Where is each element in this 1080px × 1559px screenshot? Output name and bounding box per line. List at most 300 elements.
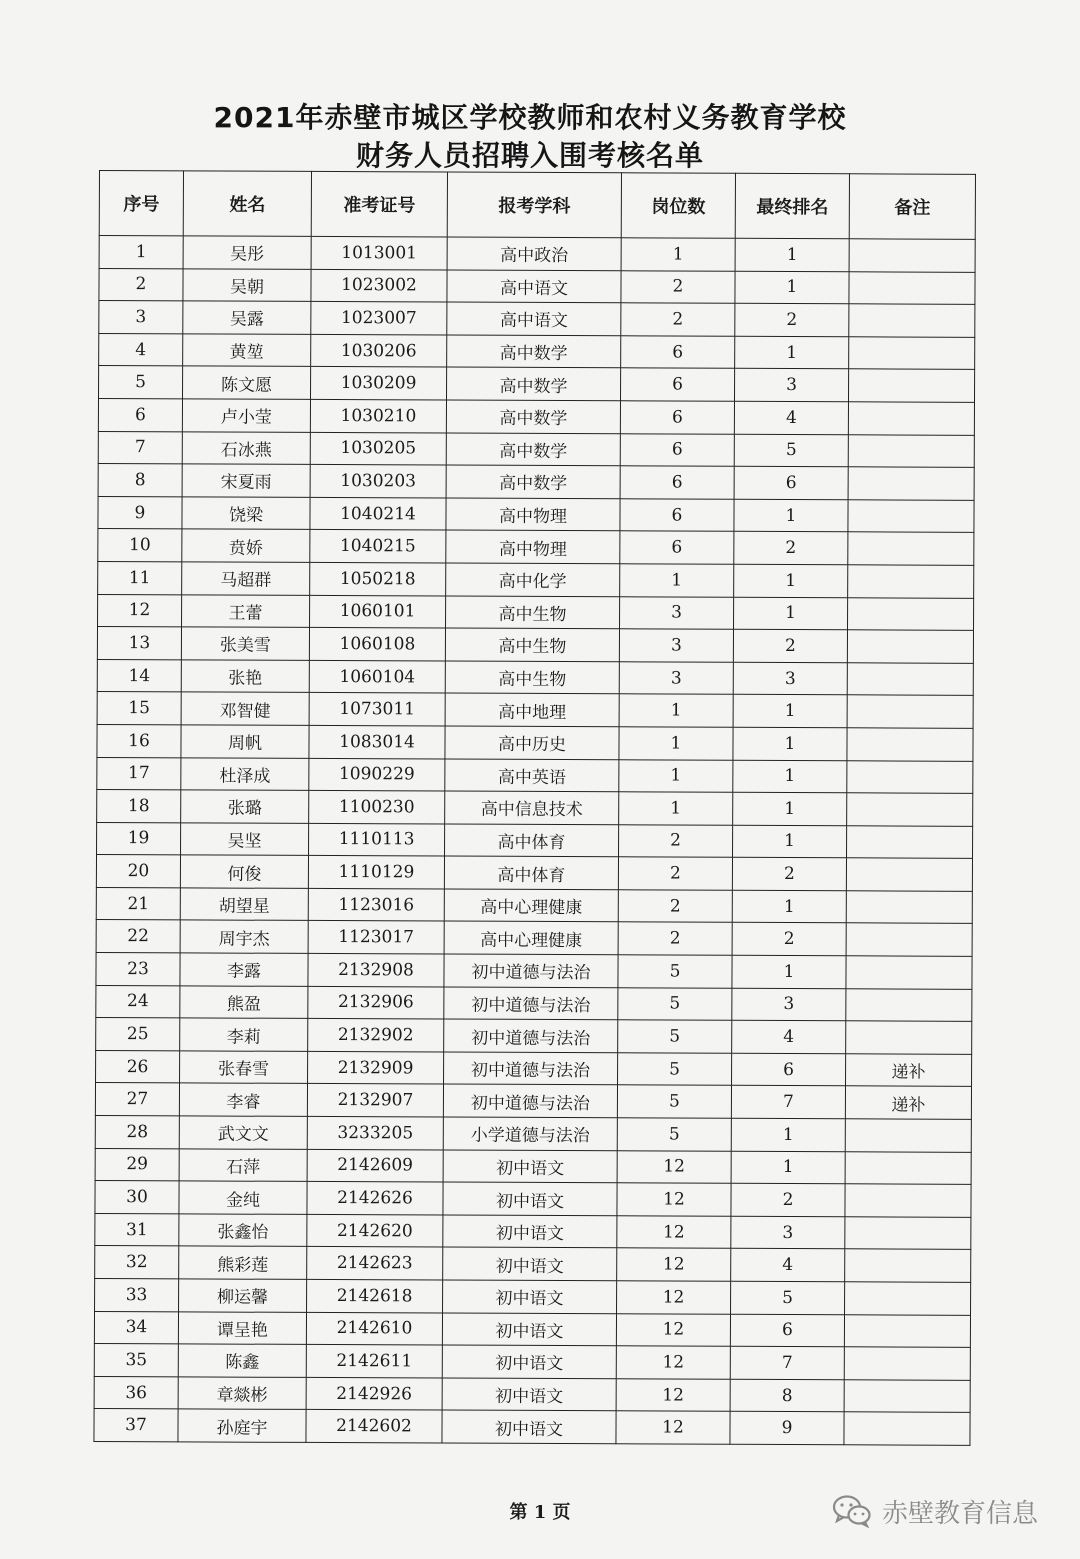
table-row	[94, 1376, 970, 1412]
cell-subject: 初中道德与法治	[444, 1019, 618, 1052]
cell-subject: 高中心理健康	[444, 889, 618, 922]
cell-exam-id: 2132908	[308, 953, 444, 986]
cell-exam-id: 1040214	[310, 497, 446, 530]
cell-subject: 初中语文	[443, 1280, 617, 1313]
cell-positions: 1	[621, 238, 735, 271]
cell-subject: 高中物理	[446, 498, 620, 531]
cell-subject: 高中数学	[447, 335, 621, 368]
cell-name: 熊盈	[180, 986, 308, 1019]
table-row	[97, 790, 973, 826]
table-row	[96, 1018, 972, 1054]
table-row	[99, 301, 975, 337]
cell-remarks	[845, 1249, 971, 1282]
cell-exam-id: 2132902	[308, 1019, 444, 1052]
cell-remarks	[847, 760, 973, 793]
cell-positions: 6	[620, 401, 734, 434]
cell-name: 熊彩莲	[179, 1246, 307, 1279]
cell-positions: 3	[619, 661, 733, 694]
cell-name: 周宇杰	[180, 920, 308, 953]
cell-name: 张璐	[181, 790, 309, 823]
table-row	[99, 268, 975, 304]
cell-exam-id: 2132909	[308, 1051, 444, 1084]
cell-index: 20	[96, 855, 180, 888]
cell-final-rank: 3	[732, 988, 846, 1021]
cell-subject: 初中语文	[442, 1378, 616, 1411]
cell-positions: 1	[620, 564, 734, 597]
cell-index: 18	[97, 790, 181, 823]
cell-name: 贲娇	[182, 529, 310, 562]
wechat-icon	[832, 1494, 872, 1528]
cell-index: 28	[95, 1116, 179, 1149]
cell-index: 27	[95, 1083, 179, 1116]
cell-exam-id: 1030205	[310, 432, 446, 465]
cell-positions: 2	[621, 303, 735, 336]
cell-remarks: 递补	[845, 1086, 971, 1119]
cell-subject: 高中体育	[445, 824, 619, 857]
table-row	[95, 1278, 971, 1314]
cell-remarks	[846, 1021, 972, 1054]
cell-remarks	[848, 500, 974, 533]
cell-positions: 6	[621, 336, 735, 369]
cell-name: 李露	[180, 953, 308, 986]
cell-positions: 6	[620, 466, 734, 499]
cell-subject: 初中道德与法治	[443, 1084, 617, 1117]
cell-remarks	[848, 467, 974, 500]
cell-index: 17	[97, 757, 181, 790]
cell-final-rank: 1	[733, 825, 847, 858]
cell-positions: 5	[618, 955, 732, 988]
table-row	[96, 985, 972, 1021]
candidate-table	[93, 170, 976, 1446]
table-row	[98, 594, 974, 630]
cell-positions: 5	[618, 987, 732, 1020]
cell-positions: 6	[620, 368, 734, 401]
cell-remarks	[848, 597, 974, 630]
cell-name: 陈文愿	[183, 366, 311, 399]
table-row	[94, 1344, 970, 1380]
cell-exam-id: 1060108	[309, 628, 445, 661]
table-row	[95, 1213, 971, 1249]
cell-remarks	[847, 630, 973, 663]
cell-name: 张鑫怡	[179, 1214, 307, 1247]
cell-index: 5	[99, 366, 183, 399]
cell-positions: 12	[616, 1411, 730, 1444]
cell-final-rank: 9	[730, 1412, 844, 1445]
cell-exam-id: 1123017	[308, 921, 444, 954]
cell-remarks	[849, 337, 975, 370]
cell-subject: 初中语文	[443, 1150, 617, 1183]
cell-remarks	[847, 825, 973, 858]
cell-name: 宋夏雨	[182, 464, 310, 497]
cell-subject: 初中语文	[442, 1345, 616, 1378]
cell-index: 13	[97, 627, 181, 660]
table-row	[98, 561, 974, 597]
cell-exam-id: 2142609	[307, 1149, 443, 1182]
cell-positions: 6	[620, 531, 734, 564]
cell-subject: 高中体育	[444, 856, 618, 889]
table-row	[94, 1409, 970, 1445]
cell-index: 37	[94, 1409, 178, 1442]
cell-final-rank: 1	[733, 792, 847, 825]
cell-name: 胡望星	[180, 888, 308, 921]
cell-exam-id: 1110113	[309, 823, 445, 856]
cell-name: 石冰燕	[182, 431, 310, 464]
table-row	[96, 855, 972, 891]
cell-index: 29	[95, 1148, 179, 1181]
cell-subject: 初中语文	[442, 1313, 616, 1346]
cell-index: 23	[96, 953, 180, 986]
cell-index: 14	[97, 659, 181, 692]
cell-remarks	[845, 1184, 971, 1217]
cell-subject: 高中英语	[445, 759, 619, 792]
table-row	[95, 1116, 971, 1152]
cell-positions: 12	[617, 1216, 731, 1249]
cell-remarks	[844, 1347, 970, 1380]
cell-exam-id: 3233205	[307, 1116, 443, 1149]
cell-exam-id: 2142611	[306, 1345, 442, 1378]
cell-final-rank: 6	[732, 1053, 846, 1086]
cell-exam-id: 2142610	[306, 1312, 442, 1345]
cell-subject: 初中道德与法治	[444, 987, 618, 1020]
cell-positions: 3	[619, 629, 733, 662]
cell-name: 张春雪	[180, 1051, 308, 1084]
cell-subject: 高中信息技术	[445, 791, 619, 824]
cell-index: 3	[99, 301, 183, 334]
wechat-watermark	[832, 1489, 1038, 1533]
cell-final-rank: 3	[731, 1216, 845, 1249]
cell-subject: 高中地理	[445, 693, 619, 726]
cell-positions: 1	[619, 759, 733, 792]
cell-subject: 高中数学	[446, 465, 620, 498]
table-row	[96, 1050, 972, 1086]
cell-index: 21	[96, 887, 180, 920]
cell-exam-id: 1013001	[311, 236, 447, 269]
cell-name: 卢小莹	[182, 399, 310, 432]
cell-positions: 12	[616, 1313, 730, 1346]
cell-final-rank: 1	[732, 890, 846, 923]
cell-name: 王蕾	[182, 594, 310, 627]
table-row	[97, 627, 973, 663]
cell-remarks	[848, 565, 974, 598]
table-row	[95, 1083, 971, 1119]
cell-index: 26	[96, 1050, 180, 1083]
cell-remarks	[848, 434, 974, 467]
cell-final-rank: 1	[735, 336, 849, 369]
document-title: 2021年赤壁市城区学校教师和农村义务教育学校	[213, 101, 847, 134]
cell-name: 张美雪	[181, 627, 309, 660]
cell-remarks	[844, 1380, 970, 1413]
cell-exam-id: 2142602	[306, 1410, 442, 1443]
table-row	[97, 757, 973, 793]
cell-name: 谭呈艳	[178, 1311, 306, 1344]
cell-subject: 高中数学	[446, 433, 620, 466]
cell-name: 吴露	[183, 301, 311, 334]
cell-exam-id: 1030206	[311, 334, 447, 367]
cell-index: 35	[94, 1344, 178, 1377]
cell-subject: 初中语文	[442, 1410, 616, 1443]
cell-positions: 3	[620, 596, 734, 629]
cell-positions: 5	[617, 1085, 731, 1118]
cell-final-rank: 2	[731, 1183, 845, 1216]
table-body	[94, 236, 975, 1446]
cell-name: 陈鑫	[178, 1344, 306, 1377]
cell-exam-id: 1023007	[311, 302, 447, 335]
cell-index: 15	[97, 692, 181, 725]
cell-name: 武文文	[179, 1116, 307, 1149]
cell-exam-id: 1023002	[311, 269, 447, 302]
cell-index: 24	[96, 985, 180, 1018]
document-subtitle: 财务人员招聘入围考核名单	[355, 139, 704, 172]
cell-remarks	[846, 923, 972, 956]
cell-exam-id: 1110129	[308, 856, 444, 889]
cell-exam-id: 1073011	[309, 693, 445, 726]
cell-name: 周帆	[181, 725, 309, 758]
cell-subject: 高中语文	[447, 302, 621, 335]
header-index: 序号	[99, 171, 183, 236]
cell-remarks	[845, 1217, 971, 1250]
cell-positions: 1	[619, 792, 733, 825]
table-row	[98, 529, 974, 565]
table-row	[96, 953, 972, 989]
cell-exam-id: 2142618	[307, 1279, 443, 1312]
cell-exam-id: 2132907	[307, 1084, 443, 1117]
cell-positions: 6	[620, 433, 734, 466]
cell-remarks: 递补	[846, 1054, 972, 1087]
cell-final-rank: 1	[733, 760, 847, 793]
cell-final-rank: 1	[731, 1151, 845, 1184]
table-row	[97, 692, 973, 728]
cell-name: 金纯	[179, 1181, 307, 1214]
cell-subject: 高中生物	[446, 596, 620, 629]
cell-exam-id: 2142623	[307, 1247, 443, 1280]
table-row	[98, 496, 974, 532]
cell-index: 32	[95, 1246, 179, 1279]
cell-name: 章燚彬	[178, 1377, 306, 1410]
page-number: 第 1 页	[509, 1502, 571, 1523]
cell-final-rank: 6	[730, 1314, 844, 1347]
cell-final-rank: 2	[734, 532, 848, 565]
cell-index: 11	[98, 561, 182, 594]
cell-remarks	[847, 695, 973, 728]
cell-remarks	[848, 402, 974, 435]
cell-index: 1	[99, 236, 183, 269]
cell-subject: 小学道德与法治	[443, 1117, 617, 1150]
cell-final-rank: 3	[734, 369, 848, 402]
cell-positions: 2	[618, 890, 732, 923]
cell-exam-id: 1090229	[309, 758, 445, 791]
cell-index: 9	[98, 496, 182, 529]
cell-exam-id: 1060101	[310, 595, 446, 628]
cell-final-rank: 2	[733, 629, 847, 662]
cell-index: 4	[99, 333, 183, 366]
cell-name: 张艳	[181, 660, 309, 693]
cell-exam-id: 1060104	[309, 660, 445, 693]
table-row	[96, 920, 972, 956]
cell-positions: 12	[617, 1248, 731, 1281]
cell-final-rank: 3	[733, 662, 847, 695]
cell-index: 33	[95, 1278, 179, 1311]
cell-final-rank: 5	[734, 434, 848, 467]
cell-remarks	[844, 1314, 970, 1347]
cell-subject: 高中化学	[446, 563, 620, 596]
cell-name: 石萍	[179, 1148, 307, 1181]
cell-exam-id: 1030203	[310, 465, 446, 498]
cell-positions: 2	[619, 824, 733, 857]
cell-name: 杜泽成	[181, 757, 309, 790]
cell-final-rank: 1	[733, 695, 847, 728]
cell-subject: 高中历史	[445, 726, 619, 759]
cell-final-rank: 1	[733, 727, 847, 760]
cell-final-rank: 2	[732, 858, 846, 891]
cell-remarks	[846, 956, 972, 989]
cell-subject: 初中道德与法治	[444, 1052, 618, 1085]
cell-positions: 12	[617, 1150, 731, 1183]
cell-positions: 6	[620, 499, 734, 532]
table-row	[97, 659, 973, 695]
cell-subject: 高中心理健康	[444, 921, 618, 954]
cell-name: 何俊	[180, 855, 308, 888]
cell-exam-id: 1050218	[310, 562, 446, 595]
header-name: 姓名	[183, 171, 311, 237]
table-row	[96, 887, 972, 923]
cell-exam-id: 1030209	[311, 367, 447, 400]
header-subject: 报考学科	[447, 172, 621, 238]
cell-final-rank: 4	[732, 1021, 846, 1054]
cell-name: 饶梁	[182, 497, 310, 530]
cell-positions: 2	[621, 270, 735, 303]
cell-positions: 1	[619, 694, 733, 727]
cell-final-rank: 2	[735, 303, 849, 336]
cell-name: 黄堃	[183, 334, 311, 367]
cell-final-rank: 7	[730, 1346, 844, 1379]
cell-final-rank: 1	[734, 597, 848, 630]
header-final-rank: 最终排名	[735, 173, 849, 238]
cell-index: 16	[97, 724, 181, 757]
cell-remarks	[845, 1282, 971, 1315]
cell-remarks	[847, 662, 973, 695]
cell-exam-id: 1100230	[309, 791, 445, 824]
cell-remarks	[848, 369, 974, 402]
cell-final-rank: 1	[734, 564, 848, 597]
table-row	[99, 366, 975, 402]
table-row	[99, 333, 975, 369]
table-row	[98, 464, 974, 500]
table-row	[97, 822, 973, 858]
cell-remarks	[848, 532, 974, 565]
cell-name: 李莉	[180, 1018, 308, 1051]
cell-remarks	[845, 1119, 971, 1152]
cell-subject: 初中语文	[443, 1182, 617, 1215]
cell-index: 30	[95, 1181, 179, 1214]
cell-index: 36	[94, 1376, 178, 1409]
table-row	[99, 236, 975, 272]
cell-remarks	[846, 988, 972, 1021]
cell-index: 12	[98, 594, 182, 627]
cell-subject: 初中语文	[443, 1215, 617, 1248]
cell-subject: 初中语文	[443, 1247, 617, 1280]
cell-remarks	[845, 1151, 971, 1184]
cell-remarks	[846, 858, 972, 891]
cell-name: 邓智健	[181, 692, 309, 725]
cell-index: 8	[98, 464, 182, 497]
table-row	[98, 431, 974, 467]
cell-final-rank: 8	[730, 1379, 844, 1412]
cell-index: 6	[98, 398, 182, 431]
cell-positions: 12	[616, 1346, 730, 1379]
cell-index: 10	[98, 529, 182, 562]
cell-remarks	[847, 793, 973, 826]
cell-subject: 高中数学	[446, 367, 620, 400]
cell-exam-id: 1040215	[310, 530, 446, 563]
cell-index: 22	[96, 920, 180, 953]
cell-final-rank: 1	[731, 1118, 845, 1151]
cell-positions: 12	[616, 1379, 730, 1412]
cell-positions: 5	[618, 1053, 732, 1086]
cell-remarks	[847, 728, 973, 761]
cell-positions: 12	[617, 1183, 731, 1216]
cell-index: 25	[96, 1018, 180, 1051]
cell-final-rank: 1	[734, 499, 848, 532]
table-header-row	[99, 171, 975, 240]
cell-name: 吴坚	[181, 823, 309, 856]
cell-remarks	[844, 1412, 970, 1445]
cell-subject: 高中政治	[447, 237, 621, 270]
cell-subject: 初中道德与法治	[444, 954, 618, 987]
cell-final-rank: 6	[734, 466, 848, 499]
cell-index: 31	[95, 1213, 179, 1246]
table-row	[97, 724, 973, 760]
cell-exam-id: 1123016	[308, 888, 444, 921]
cell-name: 马超群	[182, 562, 310, 595]
cell-final-rank: 1	[735, 238, 849, 271]
cell-name: 柳运馨	[179, 1279, 307, 1312]
cell-positions: 5	[618, 1020, 732, 1053]
cell-name: 吴朝	[183, 268, 311, 301]
cell-name: 孙庭宇	[178, 1409, 306, 1442]
cell-positions: 2	[618, 857, 732, 890]
cell-index: 34	[94, 1311, 178, 1344]
cell-positions: 1	[619, 727, 733, 760]
cell-final-rank: 1	[735, 271, 849, 304]
cell-exam-id: 2142626	[307, 1182, 443, 1215]
cell-subject: 高中生物	[445, 628, 619, 661]
cell-final-rank: 2	[732, 923, 846, 956]
cell-positions: 12	[617, 1281, 731, 1314]
cell-remarks	[849, 304, 975, 337]
cell-exam-id: 2142620	[307, 1214, 443, 1247]
cell-subject: 高中数学	[446, 400, 620, 433]
watermark-text: 赤壁教育信息	[882, 1498, 1039, 1529]
cell-final-rank: 4	[731, 1249, 845, 1282]
table-row	[95, 1148, 971, 1184]
table-row	[98, 398, 974, 434]
table-row	[95, 1246, 971, 1282]
table-row	[94, 1311, 970, 1347]
cell-subject: 高中语文	[447, 270, 621, 303]
header-positions: 岗位数	[621, 173, 735, 238]
cell-index: 2	[99, 268, 183, 301]
table-row	[95, 1181, 971, 1217]
cell-final-rank: 4	[734, 401, 848, 434]
cell-subject: 高中生物	[445, 661, 619, 694]
cell-exam-id: 2142926	[306, 1377, 442, 1410]
cell-exam-id: 2132906	[308, 986, 444, 1019]
cell-final-rank: 5	[731, 1281, 845, 1314]
cell-positions: 2	[618, 922, 732, 955]
cell-exam-id: 1083014	[309, 725, 445, 758]
cell-name: 李睿	[179, 1083, 307, 1116]
cell-subject: 高中物理	[446, 530, 620, 563]
